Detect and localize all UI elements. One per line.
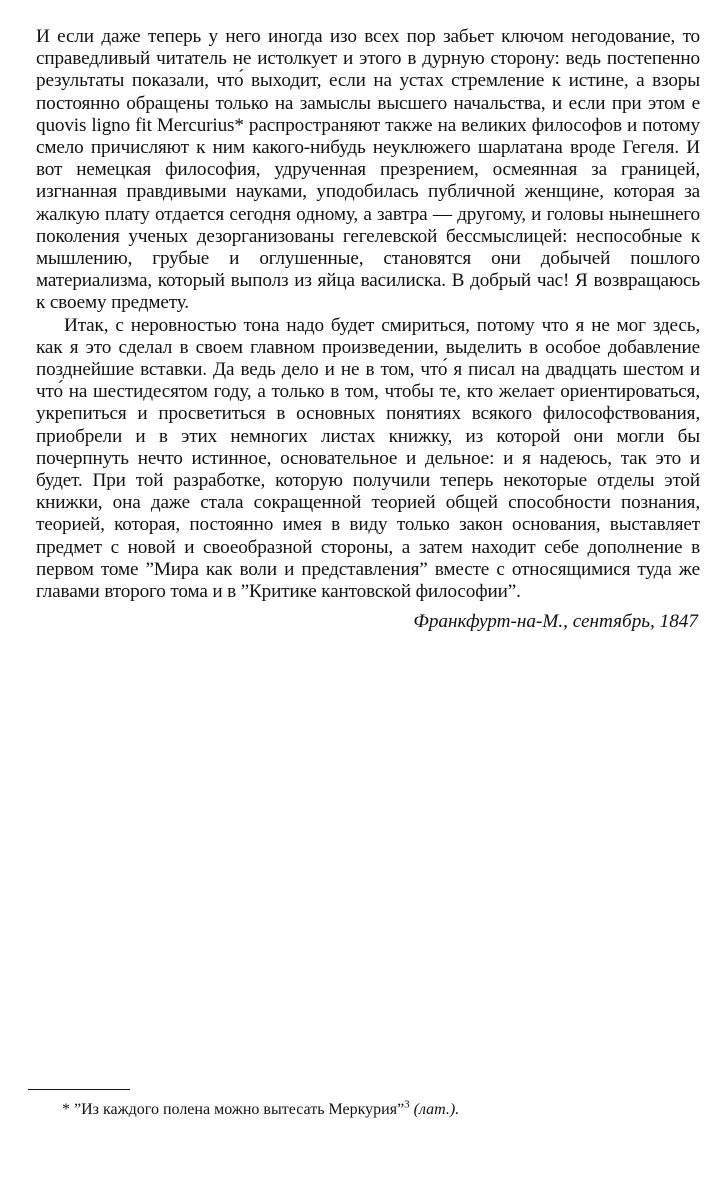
footnote-marker: * [62,1101,70,1118]
page-body [36,26,700,633]
signature-place-date: Франкфурт-на-М., сентябрь, 1847 [413,611,698,633]
footnote-divider [28,1089,130,1090]
footnote-text: ”Из каждого полена можно вытесать Меркурия” [74,1101,405,1118]
footnote-reference-number: 3 [404,1098,410,1111]
paragraph-2: Итак, с неровностью тона надо будет смириться, потому что я не мог здесь, как я это сделал в своем главном произведении, выделить в особое добавление позднейшие вставки. Да ведь дело и не в том, что́ я писал на двадцать шестом и что́ на шестидесятом году, а только в том, чтобы те, кто желает ориентироваться, укрепиться и просветиться в основных понятиях всякого философствования, приобрели и в этих немногих листах книжку, из которой они могли бы почерпнуть нечто истинное, основательное и дельное: и я надеюсь, так это и будет. При той разработке, которую получили теперь некоторые отделы этой книжки, она даже стала сокращенной теорией общей способности познания, теорией, которая, постоянно имея в виду только закон основания, выставляет предмет с новой и своеобразной стороны, а затем находит себе дополнение в первом томе ”Мира как воли и представления” вместе с относящимися туда же главами второго тома и в ”Критике кантовской философии”. [36,314,700,603]
footnote-language-note: (лат.). [413,1101,460,1118]
paragraph-1: И если даже теперь у него иногда изо всех пор забьет ключом негодование, то справедливый читатель не истолкует и этого в дурную сторону: ведь постепенно результаты показали, что́ выходит, если на устах стремление к истине, а взоры постоянно обращены только на замыслы высшего начальства, и если при этом e quovis ligno fit Mercurius* распространяют также на великих философов и потому смело причисляют к ним какого-нибудь неуклюжего шарлатана вроде Гегеля. И вот немецкая философия, удрученная презрением, осмеянная за границей, изгнанная правдивыми науками, уподобилась публичной женщине, которая за жалкую плату отдается сегодня одному, а завтра — другому, и головы нынешнего поколения ученых дезорганизованы гегелевской бессмыслицей: неспособные к мышлению, грубые и оглушенные, становятся они добычей пошлого материализма, который выполз из яйца василиска. В добрый час! Я возвращаюсь к своему предмету. [36,26,700,314]
footnote [62,1100,459,1120]
